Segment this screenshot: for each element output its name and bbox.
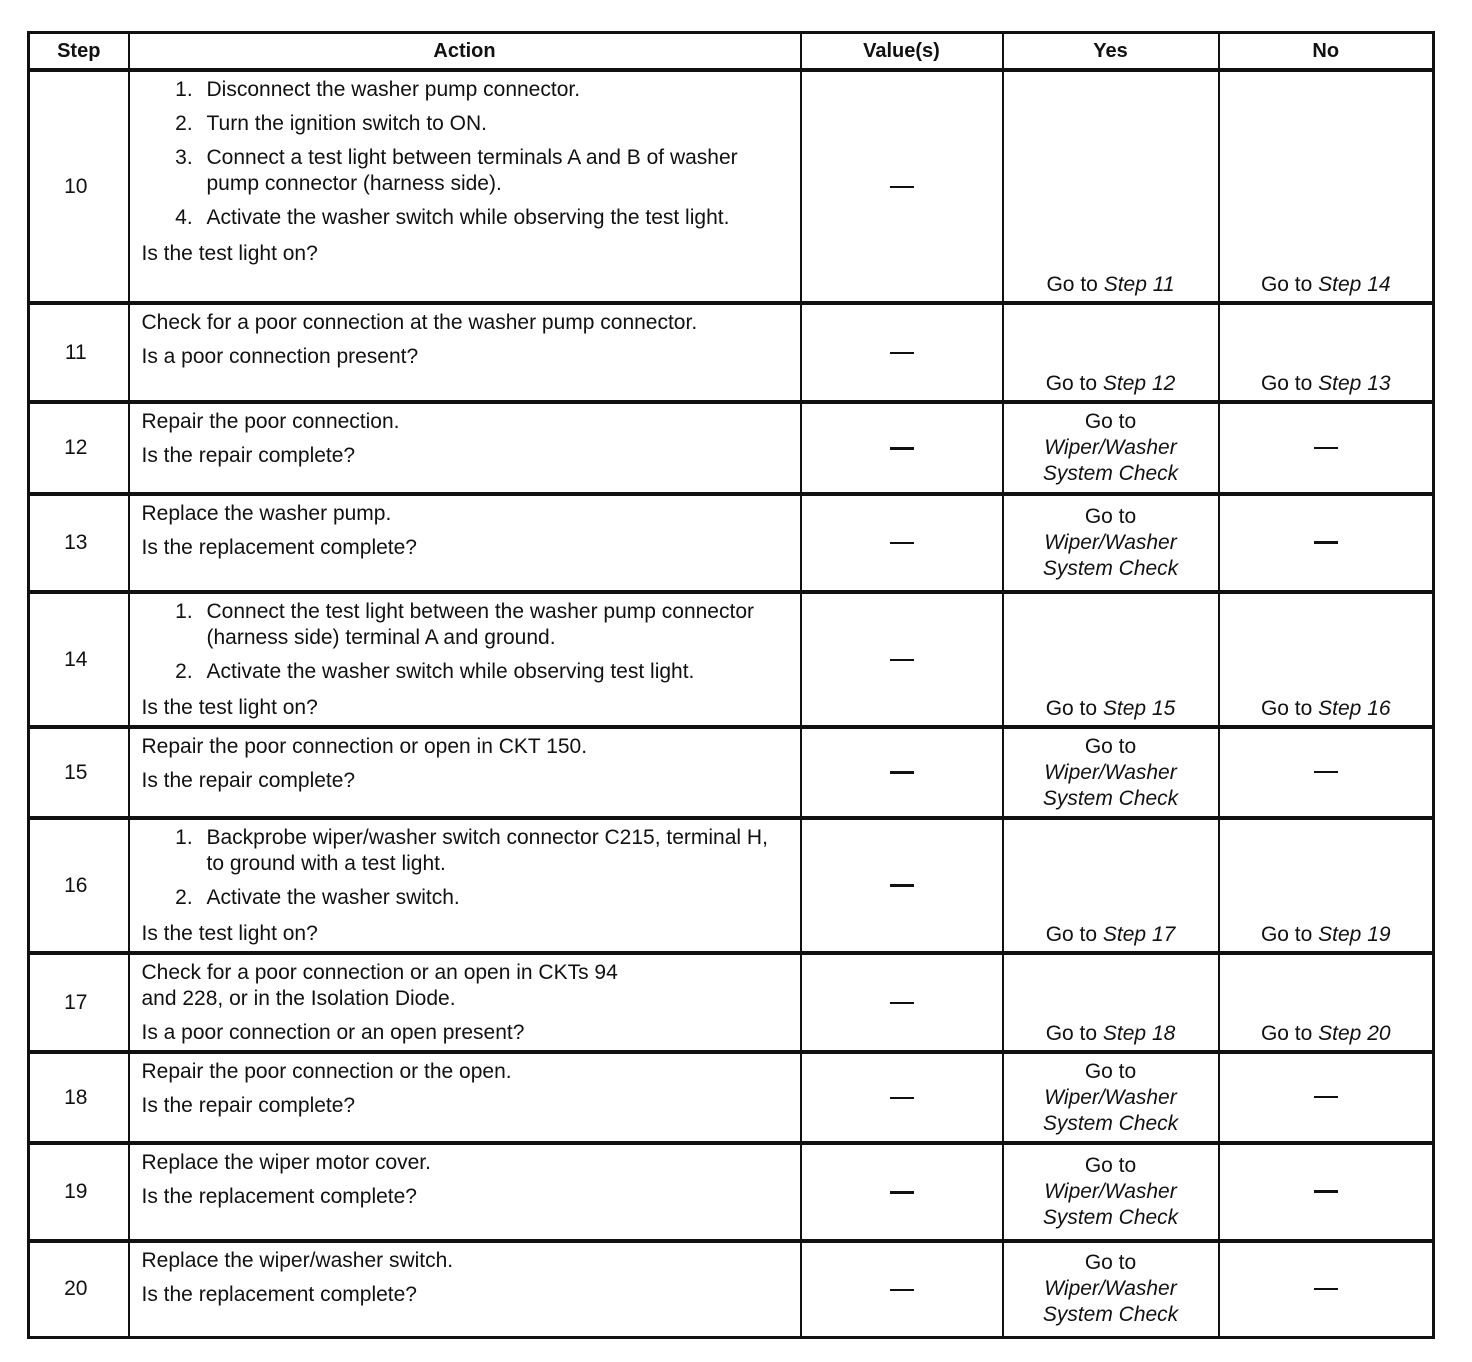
header-yes: Yes bbox=[1003, 33, 1219, 71]
action-cell bbox=[129, 494, 801, 592]
no-cell bbox=[1219, 818, 1434, 953]
step-number: 19 bbox=[29, 1143, 129, 1241]
yes-target: Wiper/Washer System Check bbox=[1042, 531, 1179, 580]
yes-prefix: Go to bbox=[1084, 410, 1137, 433]
action-step: 2. Activate the washer switch. bbox=[199, 885, 788, 911]
yes-prefix: Go to bbox=[1045, 697, 1098, 720]
no-target: Step 19 bbox=[1318, 923, 1391, 946]
action-step: 2. Turn the ignition switch to ON. bbox=[199, 111, 788, 137]
yes-prefix: Go to bbox=[1084, 734, 1137, 758]
step-number: 11 bbox=[29, 303, 129, 402]
action-question: Is the test light on? bbox=[141, 696, 318, 719]
value-dash bbox=[890, 884, 914, 887]
yes-cell bbox=[1003, 953, 1219, 1052]
no-prefix: Go to bbox=[1260, 1022, 1313, 1045]
action-cell bbox=[129, 818, 801, 953]
no-prefix: Go to bbox=[1260, 273, 1313, 296]
value-dash bbox=[890, 447, 914, 450]
action-cell bbox=[129, 402, 801, 494]
value-dash bbox=[890, 542, 914, 544]
yes-prefix: Go to bbox=[1084, 1154, 1137, 1177]
value-cell bbox=[801, 494, 1003, 592]
value-cell bbox=[801, 402, 1003, 494]
no-dash bbox=[1314, 541, 1338, 544]
action-cell bbox=[129, 1143, 801, 1241]
step-number: 13 bbox=[29, 494, 129, 592]
action-statement: Replace the wiper motor cover. bbox=[141, 1151, 431, 1174]
yes-cell bbox=[1003, 592, 1219, 727]
table-row bbox=[29, 592, 1434, 727]
yes-cell bbox=[1003, 818, 1219, 953]
yes-prefix: Go to bbox=[1046, 273, 1098, 296]
no-dash bbox=[1314, 1288, 1338, 1290]
action-question: Is the repair complete? bbox=[141, 444, 356, 467]
no-dash bbox=[1314, 1096, 1338, 1098]
action-steps-list bbox=[142, 599, 788, 691]
value-dash bbox=[890, 1097, 914, 1099]
action-statement: Repair the poor connection. bbox=[141, 410, 400, 433]
no-target: Step 13 bbox=[1318, 372, 1391, 395]
action-question: Is the replacement complete? bbox=[141, 1283, 417, 1306]
step-number: 12 bbox=[29, 402, 129, 494]
yes-cell bbox=[1003, 402, 1219, 494]
action-cell bbox=[129, 592, 801, 727]
no-cell bbox=[1219, 1052, 1434, 1143]
action-cell bbox=[129, 727, 801, 818]
action-step: 4. Activate the washer switch while observing the test light. bbox=[199, 205, 788, 231]
step-number: 17 bbox=[29, 953, 129, 1052]
action-question: Is the test light on? bbox=[141, 242, 318, 265]
no-prefix: Go to bbox=[1260, 923, 1313, 946]
no-dash bbox=[1314, 447, 1338, 449]
yes-prefix: Go to bbox=[1045, 372, 1098, 395]
table-row bbox=[29, 402, 1434, 494]
action-question: Is the test light on? bbox=[141, 922, 318, 945]
yes-target: Step 11 bbox=[1103, 273, 1175, 296]
yes-target: Wiper/Washer System Check bbox=[1042, 760, 1179, 810]
table-row bbox=[29, 953, 1434, 1052]
yes-prefix: Go to bbox=[1084, 505, 1137, 528]
action-question: Is a poor connection present? bbox=[141, 345, 419, 368]
no-prefix: Go to bbox=[1260, 372, 1313, 395]
value-cell bbox=[801, 1052, 1003, 1143]
yes-cell bbox=[1003, 303, 1219, 402]
yes-cell bbox=[1003, 1143, 1219, 1241]
yes-target: Step 15 bbox=[1102, 697, 1176, 720]
yes-target: Wiper/Washer System Check bbox=[1042, 436, 1179, 485]
action-step: 1. Connect the test light between the washer pump connector (harness side) terminal A and ground. bbox=[199, 599, 788, 651]
action-question: Is a poor connection or an open present? bbox=[141, 1021, 525, 1044]
yes-cell bbox=[1003, 494, 1219, 592]
action-statement: Check for a poor connection at the washer pump connector. bbox=[141, 311, 698, 334]
header-step: Step bbox=[29, 33, 129, 71]
value-cell bbox=[801, 953, 1003, 1052]
no-cell bbox=[1219, 402, 1434, 494]
table-row bbox=[29, 1143, 1434, 1241]
table-row bbox=[29, 303, 1434, 402]
action-question: Is the repair complete? bbox=[141, 769, 356, 792]
action-steps-list bbox=[142, 825, 788, 917]
no-target: Step 16 bbox=[1318, 697, 1391, 720]
action-cell bbox=[129, 1052, 801, 1143]
yes-target: Step 12 bbox=[1102, 372, 1176, 395]
value-dash bbox=[890, 186, 914, 188]
value-cell bbox=[801, 592, 1003, 727]
no-cell bbox=[1219, 494, 1434, 592]
no-cell bbox=[1219, 70, 1434, 303]
action-question: Is the replacement complete? bbox=[141, 536, 417, 559]
value-dash bbox=[890, 1191, 914, 1194]
action-cell bbox=[129, 303, 801, 402]
yes-prefix: Go to bbox=[1084, 1251, 1137, 1275]
yes-target: Wiper/Washer System Check bbox=[1042, 1180, 1179, 1229]
action-statement: Check for a poor connection or an open in CKTs 94 and 228, or in the Isolation Diode. bbox=[141, 961, 618, 1010]
value-cell bbox=[801, 70, 1003, 303]
table-row bbox=[29, 1241, 1434, 1337]
action-step: 2. Activate the washer switch while observing test light. bbox=[199, 659, 788, 685]
action-step: 1. Backprobe wiper/washer switch connector C215, terminal H, to ground with a test light. bbox=[199, 825, 788, 877]
no-cell bbox=[1219, 1143, 1434, 1241]
no-cell bbox=[1219, 953, 1434, 1052]
action-cell bbox=[129, 1241, 801, 1337]
value-cell bbox=[801, 818, 1003, 953]
no-cell bbox=[1219, 727, 1434, 818]
table-row bbox=[29, 818, 1434, 953]
no-dash bbox=[1314, 771, 1338, 773]
header-row bbox=[29, 33, 1434, 71]
action-step: 3. Connect a test light between terminals A and B of washer pump connector (harness side). bbox=[199, 145, 788, 197]
header-action: Action bbox=[129, 33, 801, 71]
yes-target: Step 18 bbox=[1102, 1022, 1176, 1045]
action-question: Is the replacement complete? bbox=[141, 1185, 417, 1208]
step-number: 18 bbox=[29, 1052, 129, 1143]
table-row bbox=[29, 70, 1434, 303]
no-target: Step 20 bbox=[1318, 1022, 1391, 1045]
yes-target: Step 17 bbox=[1102, 923, 1176, 946]
diagnostic-table bbox=[27, 31, 1435, 1339]
yes-target: Wiper/Washer System Check bbox=[1042, 1277, 1179, 1327]
value-cell bbox=[801, 1241, 1003, 1337]
header-values: Value(s) bbox=[801, 33, 1003, 71]
yes-prefix: Go to bbox=[1045, 1022, 1098, 1045]
value-dash bbox=[890, 771, 914, 774]
action-steps-list bbox=[142, 77, 788, 237]
action-cell bbox=[129, 953, 801, 1052]
action-question: Is the repair complete? bbox=[141, 1094, 356, 1117]
action-statement: Replace the washer pump. bbox=[141, 502, 392, 525]
yes-cell bbox=[1003, 1241, 1219, 1337]
step-number: 20 bbox=[29, 1241, 129, 1337]
header-no: No bbox=[1219, 33, 1434, 71]
table-row bbox=[29, 1052, 1434, 1143]
yes-prefix: Go to bbox=[1084, 1059, 1137, 1083]
no-dash bbox=[1314, 1190, 1338, 1193]
table-row bbox=[29, 494, 1434, 592]
yes-cell bbox=[1003, 727, 1219, 818]
no-cell bbox=[1219, 303, 1434, 402]
no-prefix: Go to bbox=[1260, 697, 1313, 720]
no-cell bbox=[1219, 592, 1434, 727]
value-cell bbox=[801, 1143, 1003, 1241]
no-cell bbox=[1219, 1241, 1434, 1337]
value-dash bbox=[890, 659, 914, 661]
no-target: Step 14 bbox=[1318, 273, 1391, 296]
step-number: 14 bbox=[29, 592, 129, 727]
step-number: 15 bbox=[29, 727, 129, 818]
step-number: 16 bbox=[29, 818, 129, 953]
value-cell bbox=[801, 303, 1003, 402]
value-cell bbox=[801, 727, 1003, 818]
yes-cell bbox=[1003, 1052, 1219, 1143]
table-row bbox=[29, 727, 1434, 818]
yes-cell bbox=[1003, 70, 1219, 303]
action-cell bbox=[129, 70, 801, 303]
yes-target: Wiper/Washer System Check bbox=[1042, 1085, 1179, 1135]
step-number: 10 bbox=[29, 70, 129, 303]
value-dash bbox=[890, 352, 914, 354]
action-statement: Repair the poor connection or open in CKT 150. bbox=[141, 735, 588, 758]
action-statement: Repair the poor connection or the open. bbox=[141, 1060, 512, 1083]
action-statement: Replace the wiper/washer switch. bbox=[141, 1249, 454, 1272]
value-dash bbox=[890, 1002, 914, 1004]
value-dash bbox=[890, 1289, 914, 1291]
yes-prefix: Go to bbox=[1045, 923, 1098, 946]
action-step: 1. Disconnect the washer pump connector. bbox=[199, 77, 788, 103]
